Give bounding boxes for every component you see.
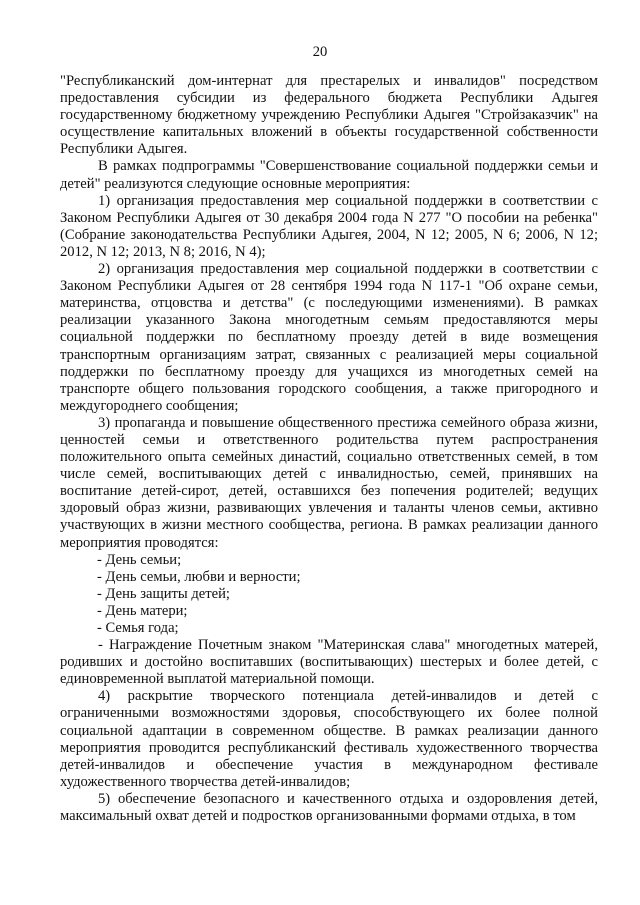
paragraph-measure-2: 2) организация предоставления мер социальной поддержки в соответствии с Законом Республики Адыгея от 28 сентября 1994 года N 117-1 "Об охране семьи, материнства, отцовства и детства" (с последующими изменениями). В рамках реализации указанного Закона многодетным семьям предоставляются меры социальной поддержки по бесплатному проезду детей в виде возмещения транспортным организациям затрат, связанных с реализацией меры социальной поддержки по бесплатному проезду для учащихся из многодетных семей на транспорте общего пользования городского сообщения, а также пригородного и междугороднего сообщения; bbox=[60, 261, 598, 414]
paragraph-measure-5: 5) обеспечение безопасного и качественного отдыха и оздоровления детей, максимальный охват детей и подростков организованными формами отдыха, в том bbox=[60, 790, 598, 825]
list-item-family-of-year: - Семья года; bbox=[97, 620, 179, 636]
paragraph-measure-4: 4) раскрытие творческого потенциала детей-инвалидов и детей с ограниченными возможностями здоровья, способствующего их более полной социальной адаптации в современном обществе. В рамках реализации данного мероприятия проводится республиканский фестиваль художественного творчества детей-инвалидов и обеспечение участия в международном фестивале художественного творчества детей-инвалидов; bbox=[60, 688, 598, 790]
paragraph-continuation: "Республиканский дом-интернат для престарелых и инвалидов" посредством предоставления субсидии из федерального бюджета Республики Адыгея государственному бюджетному учреждению Республики Адыгея "Стройзаказчик" на осуществление капитальных вложений в объекты государственной собственности Республики Адыгея. bbox=[60, 73, 598, 158]
paragraph-measure-1: 1) организация предоставления мер социальной поддержки в соответствии с Законом Республики Адыгея от 30 декабря 2004 года N 277 "О пособии на ребенка" (Собрание законодательства Республики Адыгея, 2004, N 12; 2005, N 6; 2006, N 12; 2012, N 12; 2013, N 8; 2016, N 4); bbox=[60, 192, 598, 260]
paragraph-subprogram-intro: В рамках подпрограммы "Совершенствование социальной поддержки семьи и детей" реализуются следующие основные мероприятия: bbox=[60, 158, 598, 192]
document-body bbox=[60, 73, 598, 825]
list-item-family-day: - День семьи; bbox=[97, 551, 182, 568]
paragraph-award: - Награждение Почетным знаком "Материнская слава" многодетных матерей, родивших и достойно воспитавших (воспитывающих) шестерых и более детей, с единовременной выплатой материальной помощи. bbox=[60, 637, 598, 688]
list-item-mother-day: - День матери; bbox=[97, 602, 188, 619]
paragraph-measure-3: 3) пропаганда и повышение общественного престижа семейного образа жизни, ценностей семьи и ответственного родительства путем распространения положительного опыта семейных династий, социально ответственных семей, в том числе семей, воспитывающих детей с инвалидностью, семей, принявших на воспитание детей-сирот, детей, оставшихся без попечения родителей; ведущих здоровый образ жизни, развивающих увлечения и таланты членов семьи, активно участвующих в жизни местного сообщества, региона. В рамках реализации данного мероприятия проводятся: bbox=[60, 414, 598, 551]
list-item-family-love-fidelity-day: - День семьи, любви и верности; bbox=[97, 568, 301, 585]
page-number: 20 bbox=[312, 44, 328, 60]
list-item-children-protection-day: - День защиты детей; bbox=[97, 585, 230, 602]
